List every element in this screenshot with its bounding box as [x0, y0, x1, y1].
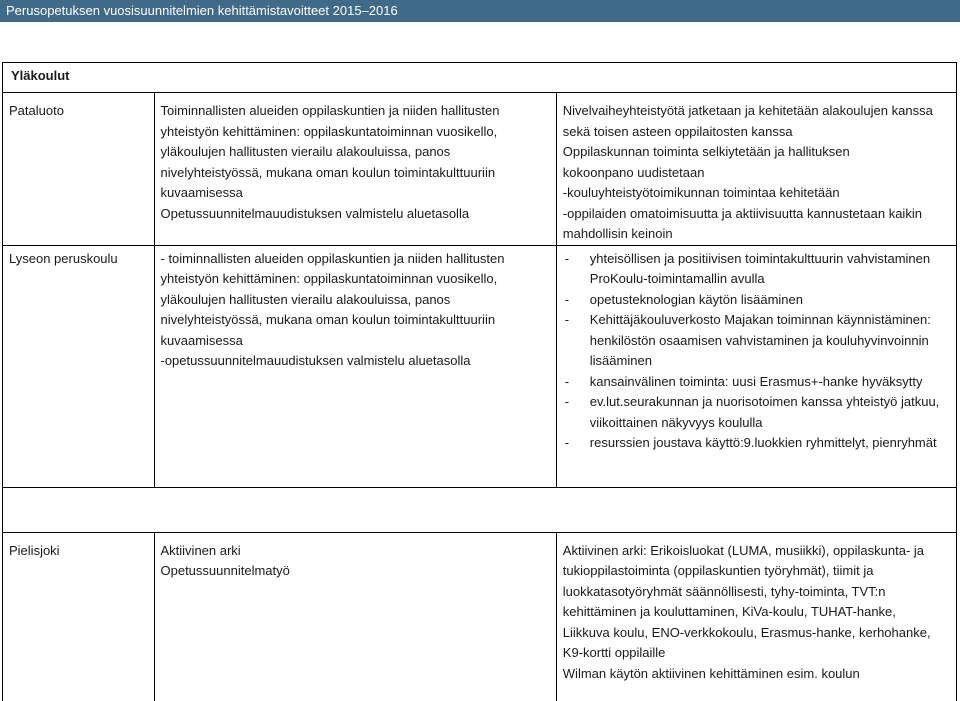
school-cell — [3, 532, 155, 701]
text-line: sekä toisen asteen oppilaitosten kanssa — [562, 123, 793, 139]
text-line: yhteistyön kehittäminen: oppilaskuntatoiminnan vuosikello, — [160, 123, 498, 139]
text-line: Opetussuunnitelmauudistuksen valmistelu aluetasolla — [160, 205, 470, 221]
goals-cell — [154, 532, 556, 701]
text-line: yläkoulujen hallitusten vierailu alakouluissa, panos — [160, 291, 451, 307]
table-row-lyseo — [3, 245, 957, 487]
document-title: Perusopetuksen vuosisuunnitelmien kehittämistavoitteet 2015–2016 — [6, 3, 398, 18]
text-line: yläkoulujen hallitusten vierailu alakouluissa, panos — [160, 144, 451, 159]
list-item: - Kehittäjäkouluverkosto Majakan toiminnan käynnistäminen: henkilöstön osaamisen vahvistaminen ja kouluhyvinvoinnin lisääminen — [563, 310, 950, 372]
text-line: Wilman käytön aktiivinen kehittäminen esim. koulun — [562, 665, 860, 681]
text-line: Aktiivinen arki: Erikoisluokat (LUMA, musiikki), oppilaskunta- ja — [562, 542, 925, 558]
text-line: Liikkuva koulu, ENO-verkkokoulu, Erasmus-hanke, kerhohanke, — [562, 624, 931, 640]
goals-cell — [154, 245, 556, 487]
list-item: - ev.lut.seurakunnan ja nuorisotoimen kanssa yhteistyö jatkuu, viikoittainen näkyvyys koululla — [563, 392, 950, 433]
text-line: K9-kortti oppilaille — [562, 645, 666, 660]
action-list — [563, 249, 950, 454]
text-line: Oppilaskunnan toiminta selkiytetään ja hallituksen — [562, 144, 850, 159]
text-line: Opetussuunnitelmatyö — [160, 563, 290, 578]
text-line: kehittäminen ja kouluttaminen, KiVa-koulu, TUHAT-hanke, — [562, 604, 896, 619]
school-name: Lyseon peruskoulu — [9, 250, 118, 266]
document-header — [0, 0, 960, 22]
goals-cell — [154, 93, 556, 246]
list-item: - kansainvälinen toiminta: uusi Erasmus+-hanke hyväksytty — [563, 372, 950, 393]
actions-cell — [556, 245, 956, 487]
text-line: Aktiivinen arki — [160, 542, 241, 558]
text-line: kuvaamisessa — [160, 185, 243, 200]
school-name: Pielisjoki — [9, 542, 60, 558]
school-name: Pataluoto — [9, 103, 64, 118]
section-title: Yläkoulut — [11, 68, 70, 83]
text-line: kuvaamisessa — [160, 332, 243, 348]
text-line: - toiminnallisten alueiden oppilaskuntien ja niiden hallitusten — [160, 250, 505, 266]
text-line: kokoonpano uudistetaan — [562, 164, 705, 180]
actions-cell — [556, 93, 956, 246]
list-item: - opetusteknologian käytön lisääminen — [563, 290, 950, 311]
text-line: -kouluyhteistyötoimikunnan toimintaa kehitetään — [562, 185, 840, 200]
text-line: Nivelvaiheyhteistyötä jatketaan ja kehitetään alakoulujen kanssa — [562, 103, 933, 118]
text-line: -opetussuunnitelmauudistuksen valmistelu aluetasolla — [160, 353, 471, 368]
school-cell — [3, 245, 155, 487]
table-row-pataluoto — [3, 93, 957, 246]
table-row-pielisjoki — [3, 532, 957, 701]
text-line: nivelyhteistyössä, mukana oman koulun toimintakulttuuriin — [160, 312, 496, 327]
list-item: - yhteisöllisen ja positiivisen toimintakulttuurin vahvistaminen ProKoulu-toimintamallin avulla — [563, 249, 950, 290]
table-gap — [3, 487, 957, 532]
text-line: nivelyhteistyössä, mukana oman koulun toimintakulttuuriin — [160, 164, 496, 180]
text-line: Toiminnallisten alueiden oppilaskuntien ja niiden hallitusten — [160, 103, 500, 118]
text-line: tukioppilastoiminta (oppilaskuntien työryhmät), tiimit ja — [562, 563, 874, 578]
list-item: - resurssien joustava käyttö:9.luokkien ryhmittelyt, pienryhmät — [563, 433, 950, 454]
section-heading-row — [2, 62, 957, 92]
text-line: mahdollisin keinoin — [562, 226, 673, 241]
text-line: yhteistyön kehittäminen: oppilaskuntatoiminnan vuosikello, — [160, 271, 498, 286]
school-cell — [3, 93, 155, 246]
actions-cell — [556, 532, 956, 701]
text-line: -oppilaiden omatoimisuutta ja aktiivisuutta kannustetaan kaikin — [562, 205, 922, 221]
plans-table — [2, 92, 957, 701]
text-line: luokkatasotyöryhmät säännöllisesti, tyhy-toiminta, TVT:n — [562, 583, 886, 599]
